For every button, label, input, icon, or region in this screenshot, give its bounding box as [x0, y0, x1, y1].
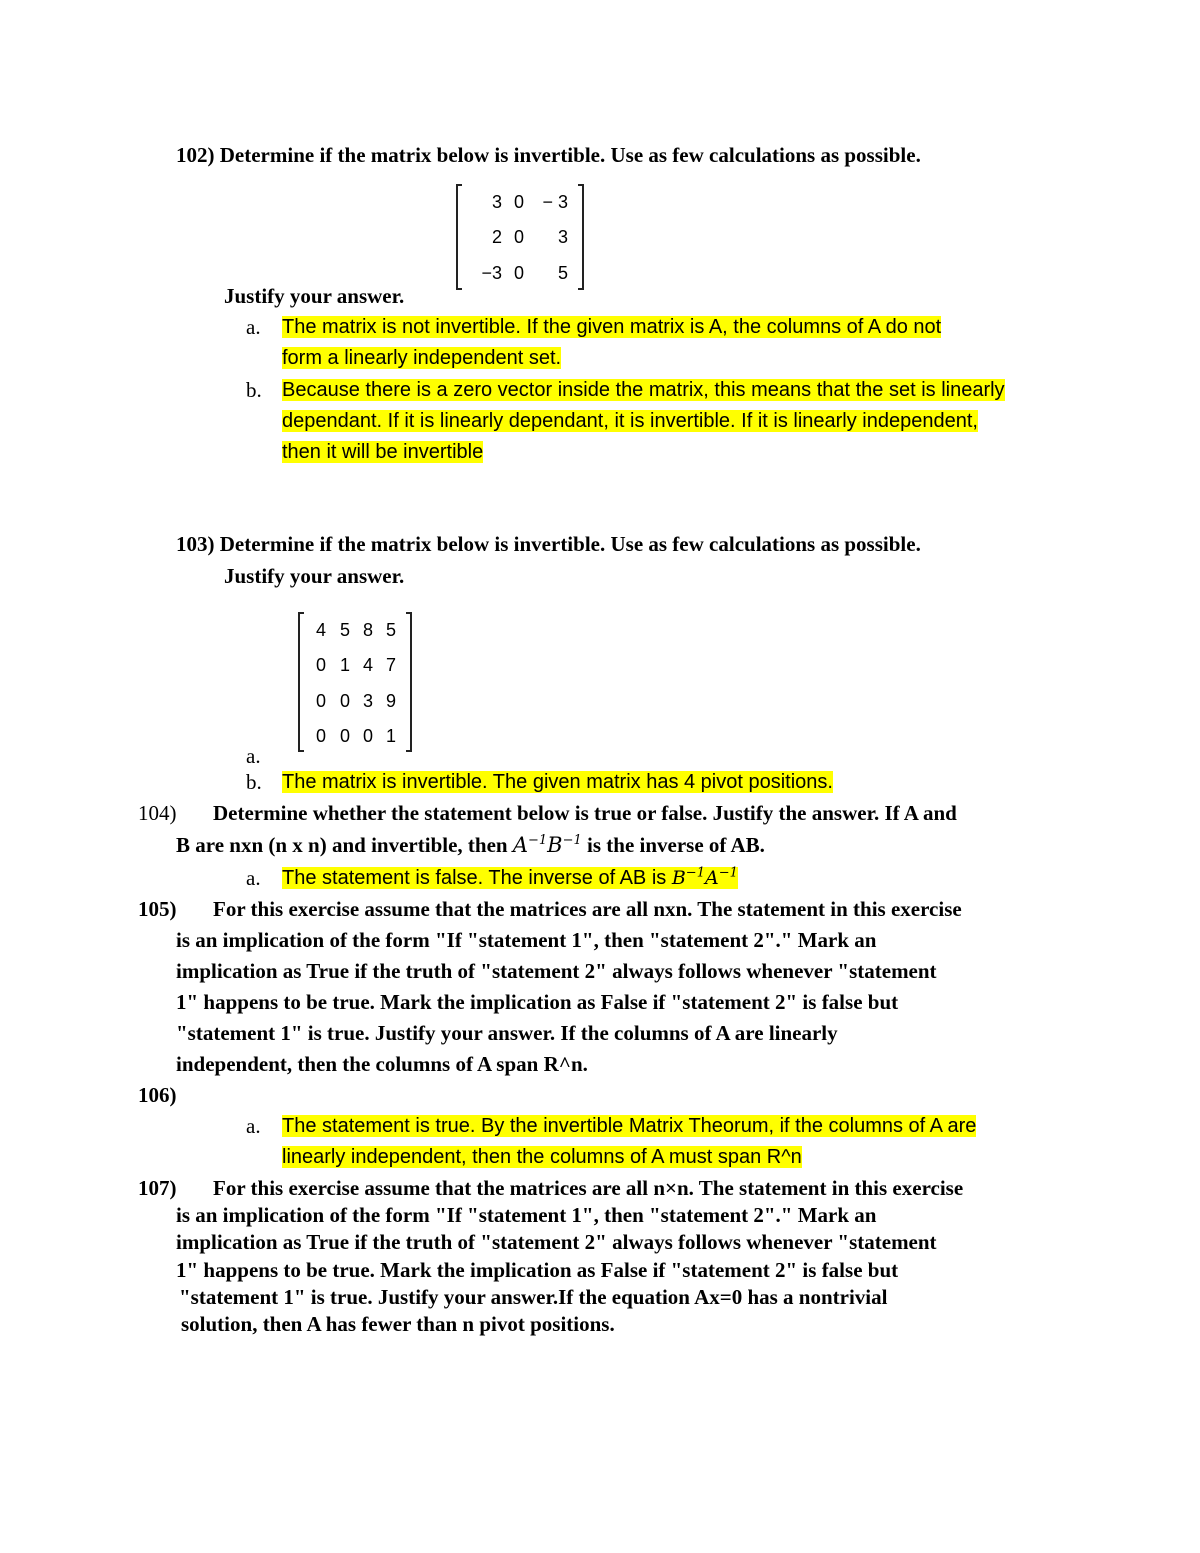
q103-prompt: 103) Determine if the matrix below is invertible. Use as few calculations as possible.: [176, 532, 921, 556]
q105-line: "statement 1" is true. Justify your answer. If the columns of A are linearly: [176, 1021, 838, 1045]
answer-label: a.: [246, 315, 261, 339]
q106-number: 106): [138, 1083, 177, 1107]
matrix-cell: 5: [557, 263, 568, 283]
matrix-cell: 0: [315, 655, 326, 675]
q107-number: 107): [138, 1176, 177, 1200]
matrix-cell: 3: [491, 192, 502, 212]
q107-line: solution, then A has fewer than n pivot positions.: [181, 1312, 615, 1336]
q104-line1: Determine whether the statement below is true or false. Justify the answer. If A and: [213, 801, 957, 825]
matrix-cell: 0: [513, 263, 524, 283]
answer-text: dependant. If it is linearly dependant, it is invertible. If it is linearly independent,: [282, 410, 978, 432]
answer-text: form a linearly independent set.: [282, 347, 562, 369]
q105-line: 1" happens to be true. Mark the implication as False if "statement 2" is false but: [176, 990, 899, 1014]
matrix-cell: 3: [362, 691, 373, 711]
answer-text: The matrix is invertible. The given matrix has 4 pivot positions.: [282, 771, 833, 793]
matrix-cell: 0: [362, 726, 373, 746]
q107-line: For this exercise assume that the matrices are all n×n. The statement in this exercise: [213, 1176, 964, 1200]
answer-label: a.: [246, 1114, 261, 1138]
matrix-cell: 1: [339, 655, 350, 675]
matrix-cell: 3: [557, 227, 568, 247]
answer-text: The statement is true. By the invertible Matrix Theorum, if the columns of A are: [282, 1115, 977, 1137]
answer-text: linearly independent, then the columns of A must span R^n: [282, 1146, 802, 1168]
answer-label: b.: [246, 770, 262, 794]
q104-number: 104): [138, 801, 177, 825]
matrix-cell: 2: [491, 227, 502, 247]
q102-prompt: 102) Determine if the matrix below is invertible. Use as few calculations as possible.: [176, 143, 921, 167]
matrix-cell: 5: [339, 620, 350, 640]
q104-line2: [176, 833, 765, 858]
matrix-cell: 0: [339, 691, 350, 711]
q105-number: 105): [138, 897, 177, 921]
q102-matrix: [456, 186, 584, 288]
matrix-cell: 8: [362, 620, 373, 640]
q105-line: implication as True if the truth of "statement 2" always follows whenever "statement: [176, 959, 937, 983]
answer-text: The matrix is not invertible. If the given matrix is A, the columns of A do not: [282, 316, 942, 338]
matrix-cell: 0: [315, 691, 326, 711]
matrix-cell: 0: [339, 726, 350, 746]
q107-line: 1" happens to be true. Mark the implication as False if "statement 2" is false but: [176, 1258, 899, 1282]
q107-line: is an implication of the form "If "statement 1", then "statement 2"." Mark an: [176, 1203, 877, 1227]
q103-justify: Justify your answer.: [224, 564, 405, 588]
matrix-cell: 0: [513, 192, 524, 212]
q107-line: "statement 1" is true. Justify your answer.If the equation Ax=0 has a nontrivial: [179, 1285, 888, 1309]
matrix-cell: 0: [513, 227, 524, 247]
q105-line: For this exercise assume that the matrices are all nxn. The statement in this exercise: [213, 897, 962, 921]
q102-justify: Justify your answer.: [224, 284, 405, 308]
q105-line: independent, then the columns of A span R^n.: [176, 1052, 588, 1076]
matrix-cell: 1: [385, 726, 396, 746]
matrix-cell: −3: [481, 263, 502, 283]
answer-text: Because there is a zero vector inside the matrix, this means that the set is linearly: [282, 379, 1005, 401]
answer-label: a.: [246, 866, 261, 890]
q107-line: implication as True if the truth of "statement 2" always follows whenever "statement: [176, 1230, 937, 1254]
q105-line: is an implication of the form "If "statement 1", then "statement 2"." Mark an: [176, 928, 877, 952]
q104-line2-pre: B are nxn (n x n) and invertible, then: [176, 833, 513, 857]
matrix-cell: 4: [362, 655, 373, 675]
answer-label: a.: [246, 744, 261, 768]
answer-text: The statement is false. The inverse of AB is $B^{-1}A^{-1}$: [282, 866, 738, 890]
answer-text: then it will be invertible: [282, 441, 484, 463]
matrix-cell: 5: [385, 620, 396, 640]
matrix-cell: − 3: [542, 192, 568, 212]
matrix-cell: 7: [385, 655, 396, 675]
matrix-cell: 0: [315, 726, 326, 746]
q104-line2-post: is the inverse of AB.: [581, 833, 765, 857]
matrix-cell: 9: [385, 691, 396, 711]
math-expression: $A^{-1}B^{-1}$: [512, 833, 582, 857]
matrix-cell: 4: [315, 620, 326, 640]
answer-label: b.: [246, 378, 262, 402]
q103-matrix: [298, 614, 412, 750]
